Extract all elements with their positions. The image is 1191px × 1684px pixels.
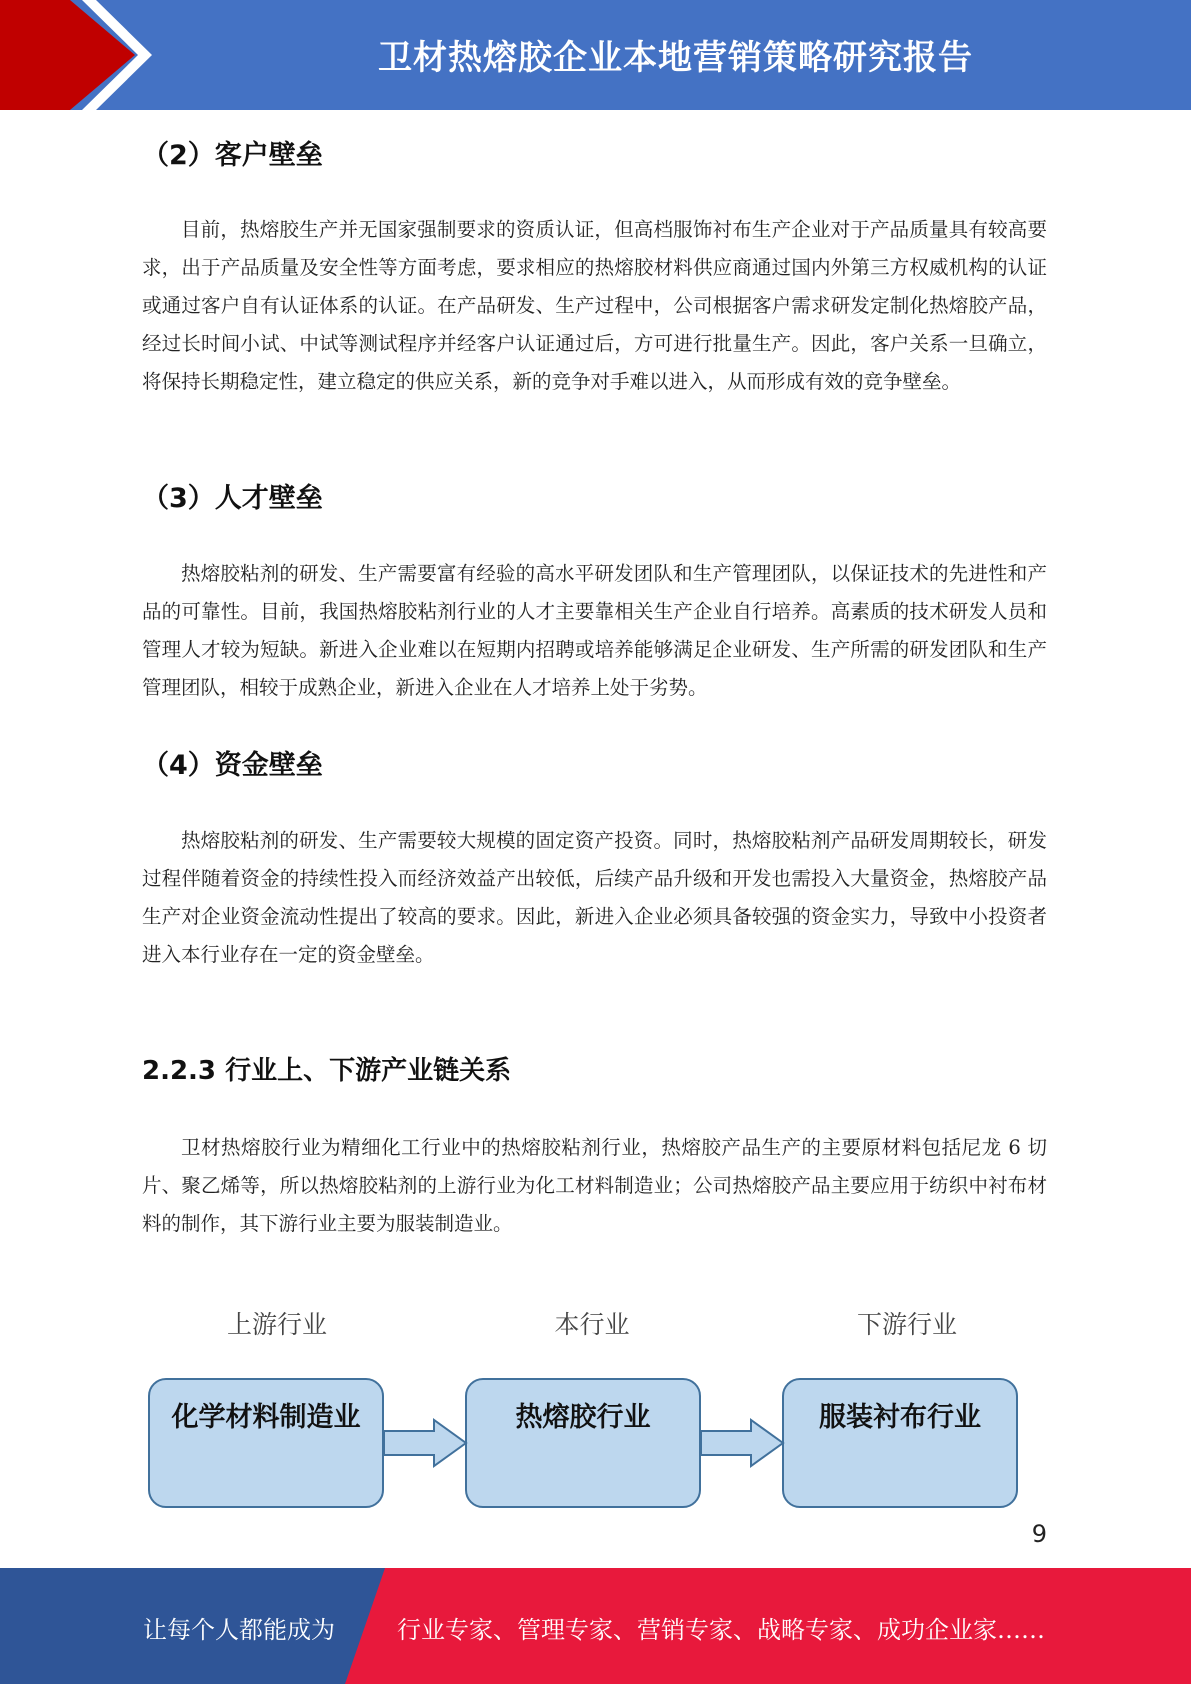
- section-text-capital-barrier: 热熔胶粘剂的研发、生产需要较大规模的固定资产投资。同时，热熔胶粘剂产品研发周期较长，研发过程伴随着资金的持续性投入而经济效益产出较低，后续产品升级和开发也需投入大量资金，热熔胶产品生产对企业资金流动性提出了较高的要求。因此，新进入企业必须具备较强的资金实力，导致中小投资者进入本行业存在一定的资金壁垒。: [142, 829, 1047, 966]
- upstream-label: 上游行业: [226, 1310, 327, 1339]
- section-heading-industry-chain: 2.2.3 行业上、下游产业链关系: [142, 1056, 512, 1086]
- downstream-box: 服装衬布行业: [782, 1378, 1018, 1508]
- report-title: 卫材热熔胶企业本地营销策略研究报告: [378, 38, 973, 78]
- current-industry-label: 本行业: [554, 1310, 630, 1339]
- section-text-industry-chain: 卫材热熔胶行业为精细化工行业中的热熔胶粘剂行业，热熔胶产品生产的主要原材料包括尼龙 6 切片、聚乙烯等，所以热熔胶粘剂的上游行业为化工材料制造业；公司热熔胶产品主要应用于纺织中衬布材料的制作，其下游行业主要为服装制造业。: [142, 1136, 1047, 1235]
- arrow-right-icon: [701, 1418, 785, 1468]
- industry-chain-diagram: [0, 1290, 1191, 1520]
- page-number: 9: [1031, 1520, 1047, 1548]
- footer-slogan-right: 行业专家、管理专家、营销专家、战略专家、成功企业家……: [397, 1616, 1045, 1644]
- page-footer: [0, 1568, 1191, 1684]
- footer-slogan-left: 让每个人都能成为: [143, 1616, 335, 1644]
- page-header: [0, 0, 1191, 110]
- downstream-label: 下游行业: [856, 1310, 957, 1339]
- arrow-right-icon: [384, 1418, 468, 1468]
- section-heading-customer-barrier: （2）客户壁垒: [142, 140, 323, 171]
- section-heading-talent-barrier: （3）人才壁垒: [142, 483, 323, 514]
- section-heading-capital-barrier: （4）资金壁垒: [142, 750, 323, 781]
- current-industry-box: 热熔胶行业: [465, 1378, 701, 1508]
- section-text-customer-barrier: 目前，热熔胶生产并无国家强制要求的资质认证，但高档服饰衬布生产企业对于产品质量具有较高要求，出于产品质量及安全性等方面考虑，要求相应的热熔胶材料供应商通过国内外第三方权威机构的认证或通过客户自有认证体系的认证。在产品研发、生产过程中，公司根据客户需求研发定制化热熔胶产品，经过长时间小试、中试等测试程序并经客户认证通过后，方可进行批量生产。因此，客户关系一旦确立，将保持长期稳定性，建立稳定的供应关系，新的竞争对手难以进入，从而形成有效的竞争壁垒。: [142, 218, 1047, 393]
- upstream-box: 化学材料制造业: [148, 1378, 384, 1508]
- section-text-talent-barrier: 热熔胶粘剂的研发、生产需要富有经验的高水平研发团队和生产管理团队，以保证技术的先进性和产品的可靠性。目前，我国热熔胶粘剂行业的人才主要靠相关生产企业自行培养。高素质的技术研发人员和管理人才较为短缺。新进入企业难以在短期内招聘或培养能够满足企业研发、生产所需的研发团队和生产管理团队，相较于成熟企业，新进入企业在人才培养上处于劣势。: [142, 562, 1047, 699]
